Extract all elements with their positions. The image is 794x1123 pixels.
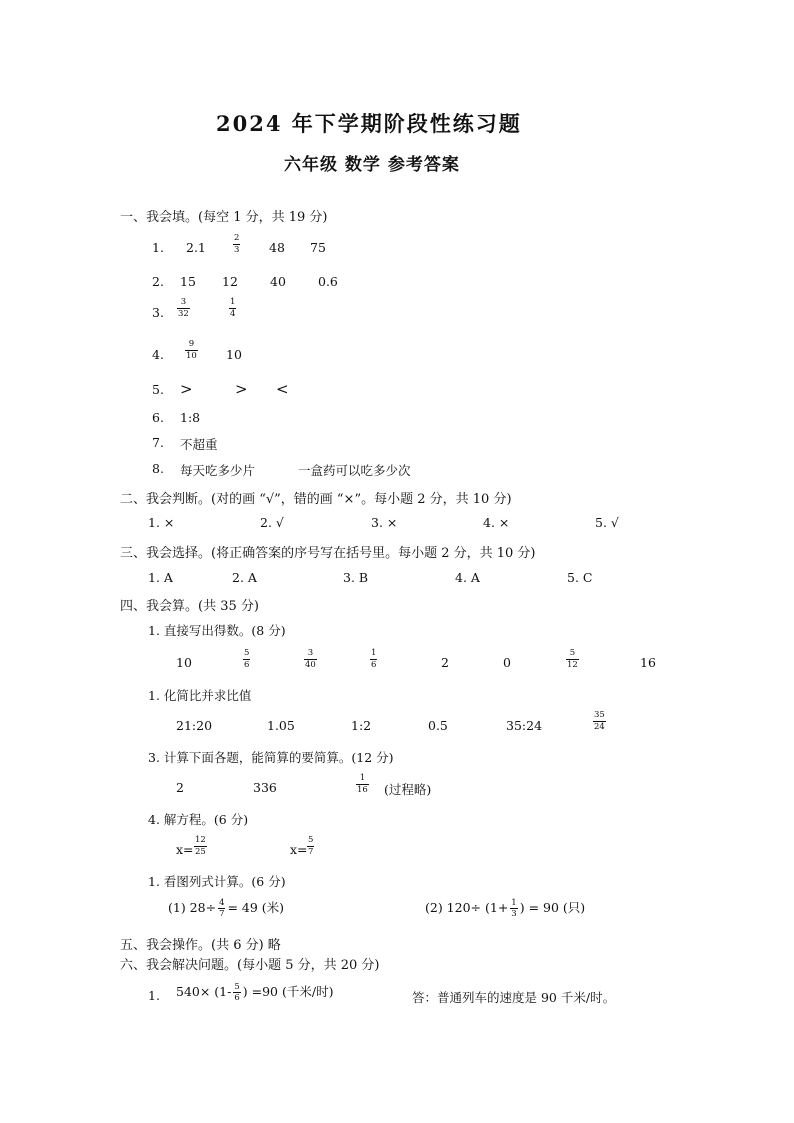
q6-answer: 1:8 [180, 410, 201, 425]
s4-p1-fraction-3: $\frac{1}{6}$ [371, 648, 377, 670]
q7-number: 7. [152, 435, 164, 450]
s6-q1-expression: 540× (1- $\frac{5}{6}$ ) =90 (千米/时) [176, 981, 334, 1003]
s4-p3-fraction: $\frac{1}{16}$ [357, 773, 368, 795]
choice-item-2: 2. A [232, 570, 257, 585]
q1-answer-c: 75 [310, 240, 326, 255]
section-6-heading: 六、我会解决问题。(每小题 5 分，共 20 分) [120, 958, 380, 973]
s4-p2-e: 35:24 [506, 718, 543, 733]
s4-p4-x1: x= [176, 842, 194, 857]
q4-number: 4. [152, 347, 164, 362]
section-4-heading: 四、我会算。(共 35 分) [120, 599, 259, 614]
s4-p5-expression-2: (2) 120÷ (1+ $\frac{1}{3}$ ) = 90 (只) [425, 897, 586, 919]
s4-p1-fraction-1: $\frac{5}{6}$ [244, 648, 250, 670]
q8-number: 8. [152, 461, 164, 476]
q3-fraction-1: $\frac{3}{32}$ [178, 297, 189, 319]
q7-answer: 不超重 [180, 437, 218, 452]
q4-fraction: $\frac{9}{10}$ [186, 339, 197, 361]
q6-number: 6. [152, 410, 164, 425]
judge-item-3: 3. × [371, 515, 398, 530]
s4-p5-expression-1: (1) 28÷ $\frac{4}{7}$ = 49 (米) [168, 897, 285, 919]
s4-p4-x2: x= [290, 842, 308, 857]
s4-p2-b: 1.05 [267, 718, 295, 733]
s6-q1-answer: 答：普通列车的速度是 90 千米/时。 [412, 990, 616, 1005]
q5-answer-c: < [276, 380, 289, 398]
page-subtitle: 六年级 数学 参考答案 [284, 155, 460, 175]
q5-answer-a: > [180, 380, 193, 398]
section-2-heading: 二、我会判断。(对的画 “√”，错的画 “×”。每小题 2 分，共 10 分) [120, 492, 512, 507]
choice-item-1: 1. A [148, 570, 173, 585]
s4-part4-heading: 4. 解方程。(6 分) [148, 812, 249, 827]
s4-p3-a: 2 [176, 780, 184, 795]
q2-answer-b: 12 [222, 274, 238, 289]
s4-p2-a: 21:20 [176, 718, 213, 733]
s4-p1-value-5: 2 [441, 655, 449, 670]
section-1-heading: 一、我会填。(每空 1 分，共 19 分) [120, 210, 328, 225]
choice-item-5: 5. C [567, 570, 593, 585]
s4-p2-c: 1:2 [351, 718, 372, 733]
q5-number: 5. [152, 382, 164, 397]
q8-answer-b: 一盒药可以吃多少次 [298, 463, 411, 478]
s4-p1-value-1: 10 [176, 655, 192, 670]
q8-answer-a: 每天吃多少片 [180, 463, 256, 478]
choice-item-4: 4. A [455, 570, 480, 585]
s4-part3-heading: 3. 计算下面各题，能简算的要简算。(12 分) [148, 750, 394, 765]
s4-p1-fraction-2: $\frac{3}{40}$ [305, 648, 316, 670]
q1-number: 1. [152, 240, 164, 255]
q4-answer-b: 10 [226, 347, 242, 362]
choice-item-3: 3. B [343, 570, 369, 585]
s4-part5-heading: 1. 看图列式计算。(6 分) [148, 874, 286, 889]
q5-answer-b: > [235, 380, 248, 398]
q1-answer-a: 2.1 [186, 240, 206, 255]
page-title: 2024 年下学期阶段性练习题 [216, 111, 522, 136]
s4-p1-value-6: 0 [503, 655, 511, 670]
q2-answer-c: 40 [270, 274, 286, 289]
section-3-heading: 三、我会选择。(将正确答案的序号写在括号里。每小题 2 分，共 10 分) [120, 546, 536, 561]
judge-item-5: 5. √ [595, 515, 619, 530]
s4-p3-b: 336 [253, 780, 277, 795]
judge-item-2: 2. √ [260, 515, 284, 530]
s4-part1-heading: 1. 直接写出得数。(8 分) [148, 623, 286, 638]
q2-answer-d: 0.6 [318, 274, 338, 289]
s4-part2-heading: 1. 化简比并求比值 [148, 688, 252, 703]
q1-answer-b: 48 [269, 240, 285, 255]
s4-p2-d: 0.5 [428, 718, 448, 733]
s4-p3-note: (过程略) [384, 782, 432, 797]
section-5-heading: 五、我会操作。(共 6 分) 略 [120, 938, 281, 953]
s6-q1-number: 1. [148, 988, 160, 1003]
q3-number: 3. [152, 305, 164, 320]
s4-p1-fraction-4: $\frac{5}{12}$ [567, 648, 578, 670]
s4-p4-fraction-1: $\frac{12}{25}$ [195, 835, 206, 857]
s4-p1-value-8: 16 [640, 655, 656, 670]
q1-fraction: $\frac{2}{3}$ [234, 233, 240, 255]
q3-fraction-2: $\frac{1}{4}$ [230, 297, 236, 319]
s4-p4-fraction-2: $\frac{5}{7}$ [308, 835, 314, 857]
q2-number: 2. [152, 274, 164, 289]
q2-answer-a: 15 [180, 274, 196, 289]
judge-item-1: 1. × [148, 515, 175, 530]
judge-item-4: 4. × [483, 515, 510, 530]
s4-p2-fraction: $\frac{35}{24}$ [594, 710, 605, 732]
